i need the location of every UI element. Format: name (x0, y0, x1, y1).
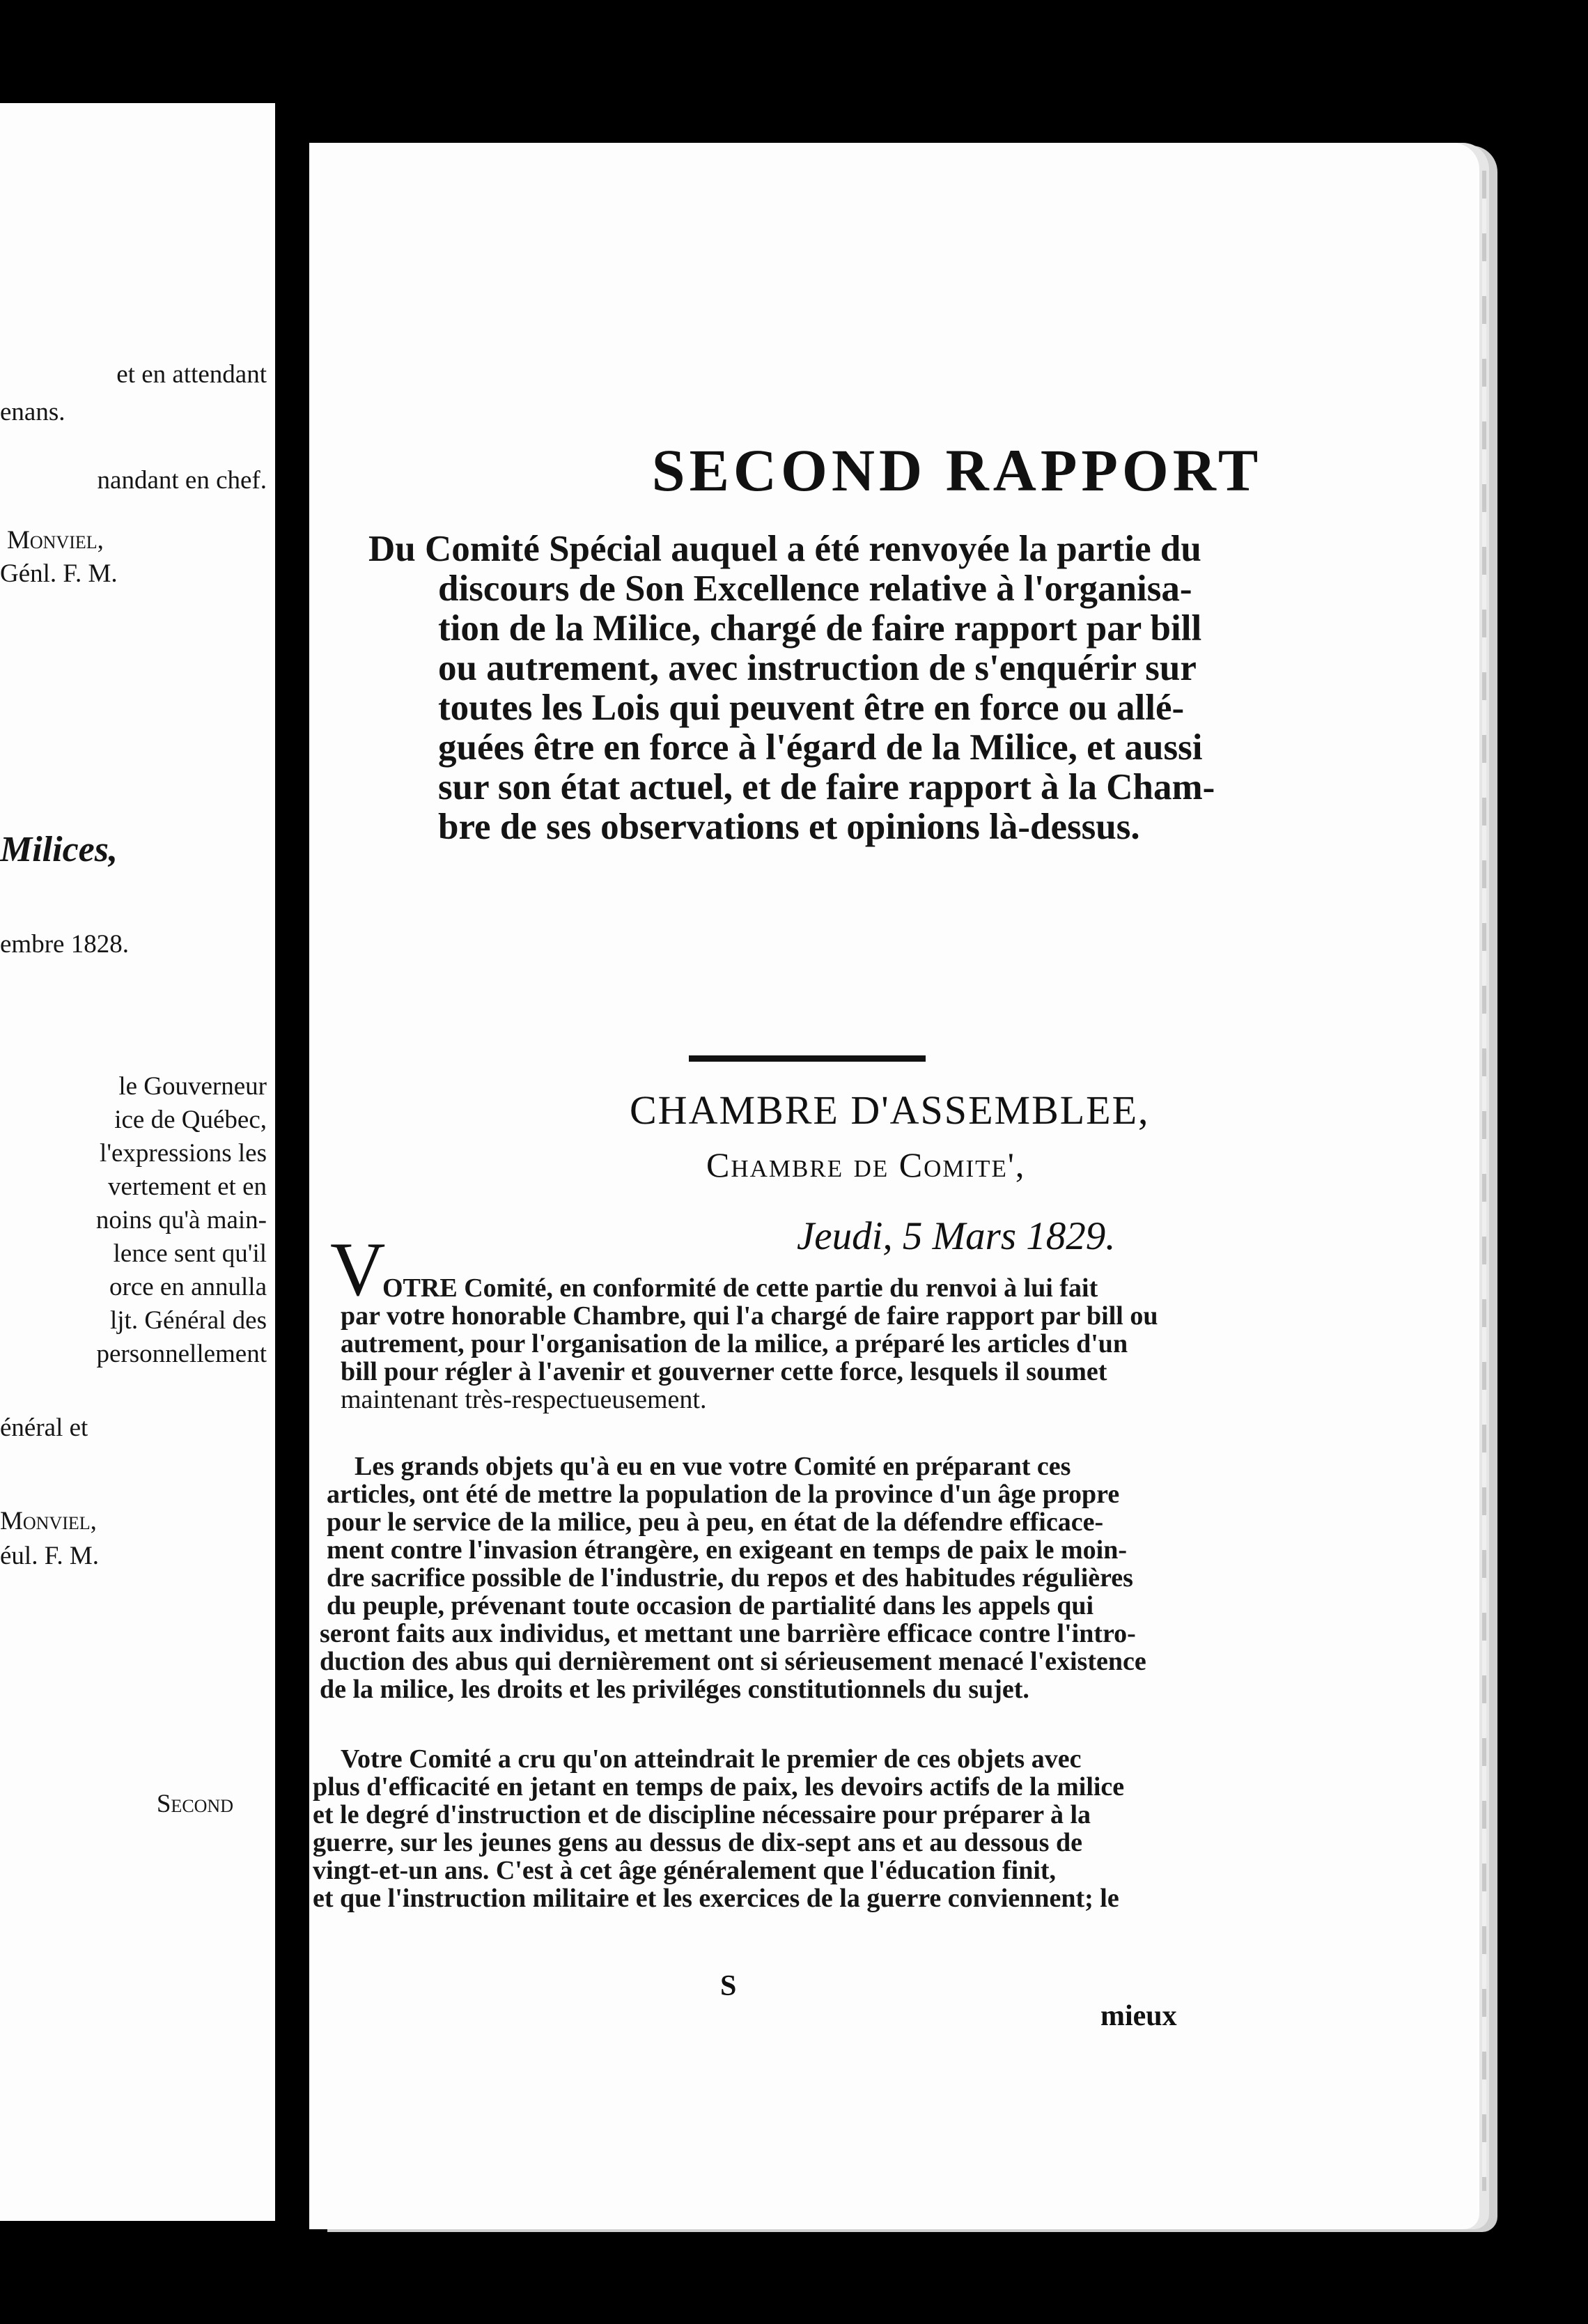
paragraph-line: de la milice, les droits et les priviléges constitutionnels du sujet. (320, 1675, 1029, 1704)
previous-page (0, 103, 275, 2221)
left-line: Monviel, (0, 1507, 97, 1535)
date-line: Jeudi, 5 Mars 1829. (797, 1214, 1116, 1258)
left-line: éul. F. M. (0, 1542, 99, 1570)
paragraph-line: autrement, pour l'organisation de la milice, a préparé les articles d'un (341, 1329, 1128, 1358)
left-line: personnellement (96, 1340, 267, 1368)
paragraph-line: et que l'instruction militaire et les exercices de la guerre conviennent; le (313, 1884, 1119, 1913)
section-rule (689, 1055, 926, 1062)
left-line: énéral et (0, 1413, 88, 1442)
left-line: vertement et en (107, 1172, 267, 1201)
paragraph-line: Les grands objets qu'à eu en vue votre Comité en préparant ces (355, 1452, 1071, 1481)
intro-line: Du Comité Spécial auquel a été renvoyée la partie du (368, 529, 1201, 569)
left-line: lence sent qu'il (113, 1239, 267, 1268)
drop-cap: V (330, 1227, 386, 1312)
paragraph-line: par votre honorable Chambre, qui l'a chargé de faire rapport par bill ou (341, 1301, 1158, 1331)
paragraph-line: Votre Comité a cru qu'on atteindrait le premier de ces objets avec (341, 1744, 1082, 1774)
intro-line: sur son état actuel, et de faire rapport à la Cham- (438, 767, 1215, 807)
left-line: enans. (0, 398, 65, 426)
intro-line: toutes les Lois qui peuvent être en force ou allé- (438, 688, 1185, 728)
intro-line: discours de Son Excellence relative à l'organisa- (438, 568, 1192, 609)
left-line: orce en annulla (109, 1273, 267, 1301)
left-line: Génl. F. M. (0, 559, 118, 588)
paragraph-line: duction des abus qui dernièrement ont si sérieusement menacé l'existence (320, 1647, 1146, 1676)
page-edge (1482, 171, 1486, 2191)
left-line: Second (156, 1790, 233, 1818)
left-line: ljt. Général des (110, 1306, 267, 1335)
document-page (309, 143, 1479, 2229)
paragraph-line: guerre, sur les jeunes gens au dessus de dix-sept ans et au dessous de (313, 1828, 1082, 1857)
paragraph-line: dre sacrifice possible de l'industrie, du repos et des habitudes régulières (327, 1563, 1133, 1593)
paragraph-line: et le degré d'instruction et de discipline nécessaire pour préparer à la (313, 1800, 1091, 1829)
left-line: et en attendant (116, 360, 267, 389)
paragraph-line: articles, ont été de mettre la population de la province d'un âge propre (327, 1480, 1120, 1509)
intro-line: ou autrement, avec instruction de s'enquérir sur (438, 648, 1197, 688)
left-line: ice de Québec, (114, 1106, 267, 1134)
paragraph-line: seront faits aux individus, et mettant une barrière efficace contre l'intro- (320, 1619, 1136, 1648)
paragraph-line: vingt-et-un ans. C'est à cet âge généralement que l'éducation finit, (313, 1856, 1057, 1885)
left-line: l'expressions les (100, 1139, 267, 1168)
paragraph-line: ment contre l'invasion étrangère, en exigeant en temps de paix le moin- (327, 1535, 1128, 1565)
assembly-heading: CHAMBRE D'ASSEMBLEE, (630, 1087, 1150, 1133)
paragraph-line: maintenant très-respectueusement. (341, 1385, 707, 1414)
paragraph-line: OTRE Comité, en conformité de cette partie du renvoi à lui fait (382, 1273, 1098, 1303)
document-title: SECOND RAPPORT (651, 437, 1263, 504)
intro-line: guées être en force à l'égard de la Milice, et aussi (438, 727, 1203, 768)
paragraph-line: du peuple, prévenant toute occasion de partialité dans les appels qui (327, 1591, 1094, 1620)
left-line: nandant en chef. (97, 466, 267, 495)
catchword: mieux (1100, 2000, 1177, 2032)
paragraph-line: bill pour régler à l'avenir et gouverner cette force, lesquels il soumet (341, 1357, 1107, 1386)
paragraph-line: pour le service de la milice, peu à peu, en état de la défendre efficace- (327, 1508, 1104, 1537)
left-line: embre 1828. (0, 930, 129, 959)
paragraph-line: plus d'efficacité en jetant en temps de paix, les devoirs actifs de la milice (313, 1772, 1125, 1802)
left-line: Monviel, (7, 526, 104, 555)
signature-mark: S (720, 1970, 737, 2002)
intro-line: bre de ses observations et opinions là-dessus. (438, 807, 1140, 847)
left-line: le Gouverneur (118, 1072, 267, 1101)
left-line: Milices, (0, 830, 118, 869)
intro-line: tion de la Milice, chargé de faire rapport par bill (438, 608, 1202, 649)
committee-heading: Chambre de Comite', (706, 1145, 1026, 1184)
left-line: noins qu'à main- (95, 1206, 267, 1234)
